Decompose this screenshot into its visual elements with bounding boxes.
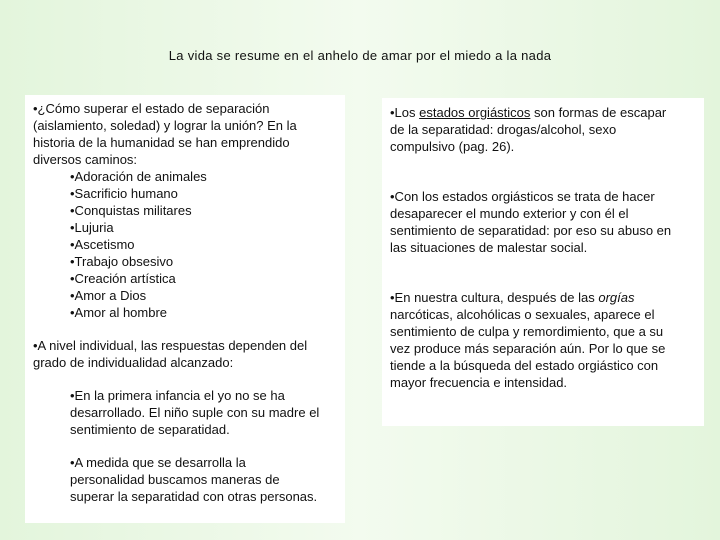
text-segment: •Los <box>390 105 420 120</box>
infancy-paragraph <box>70 387 319 438</box>
orgiastic-states-paragraph <box>390 104 666 155</box>
paths-list <box>70 168 207 321</box>
text-line: •Trabajo obsesivo <box>70 254 174 269</box>
text-line: •Conquistas militares <box>70 203 192 218</box>
text-line: •Amor al hombre <box>70 305 168 320</box>
text-line: diversos caminos: <box>33 152 138 167</box>
text-line: •Lujuria <box>70 220 114 235</box>
text-line: •Adoración de animales <box>70 169 207 184</box>
text-line: mayor frecuencia e intensidad. <box>390 375 568 390</box>
individual-paragraph <box>33 337 307 371</box>
text-line: narcóticas, alcohólicas o sexuales, aparece el <box>390 307 655 322</box>
text-line: •A nivel individual, las respuestas dependen del <box>33 338 308 353</box>
text-line: vez produce más separación aún. Por lo que se <box>390 341 666 356</box>
text-line: •Amor a Dios <box>70 288 147 303</box>
outer-world-paragraph <box>390 188 671 256</box>
text-line: grado de individualidad alcanzado: <box>33 355 234 370</box>
text-line: •En la primera infancia el yo no se ha <box>70 388 285 403</box>
text-line: compulsivo (pag. 26). <box>390 139 515 154</box>
left-text-box <box>25 95 345 523</box>
italic-text: orgías <box>598 290 635 305</box>
text-line: •¿Cómo superar el estado de separación <box>33 101 270 116</box>
slide-title: La vida se resume en el anhelo de amar por el miedo a la nada <box>168 48 552 63</box>
text-line: sentimiento de separatidad: por eso su abuso en <box>390 223 672 238</box>
text-line: las situaciones de malestar social. <box>390 240 588 255</box>
text-line: (aislamiento, soledad) y lograr la unión? En la <box>33 118 297 133</box>
right-text-box <box>382 98 704 426</box>
text-line: tiende a la búsqueda del estado orgiástico con <box>390 358 659 373</box>
intro-paragraph <box>33 100 297 168</box>
text-segment: •En nuestra cultura, después de las <box>390 290 599 305</box>
text-line: de la separatidad: drogas/alcohol, sexo <box>390 122 617 137</box>
text-line: •Sacrificio humano <box>70 186 178 201</box>
growth-paragraph <box>70 454 317 505</box>
text-line <box>390 289 665 306</box>
text-line <box>390 104 666 121</box>
text-line: desarrollado. El niño suple con su madre el <box>70 405 320 420</box>
text-line: personalidad buscamos maneras de <box>70 472 280 487</box>
culture-paragraph <box>390 289 665 391</box>
text-line: •Ascetismo <box>70 237 135 252</box>
text-line: sentimiento de culpa y remordimiento, que a su <box>390 324 664 339</box>
text-line: •Creación artística <box>70 271 176 286</box>
text-line: historia de la humanidad se han emprendido <box>33 135 290 150</box>
text-line: superar la separatidad con otras personas. <box>70 489 318 504</box>
text-line: •A medida que se desarrolla la <box>70 455 246 470</box>
text-line: sentimiento de separatidad. <box>70 422 230 437</box>
text-segment: son formas de escapar <box>530 105 667 120</box>
underlined-text: estados orgiásticos <box>419 105 531 120</box>
text-line: desaparecer el mundo exterior y con él el <box>390 206 629 221</box>
text-line: •Con los estados orgiásticos se trata de hacer <box>390 189 655 204</box>
